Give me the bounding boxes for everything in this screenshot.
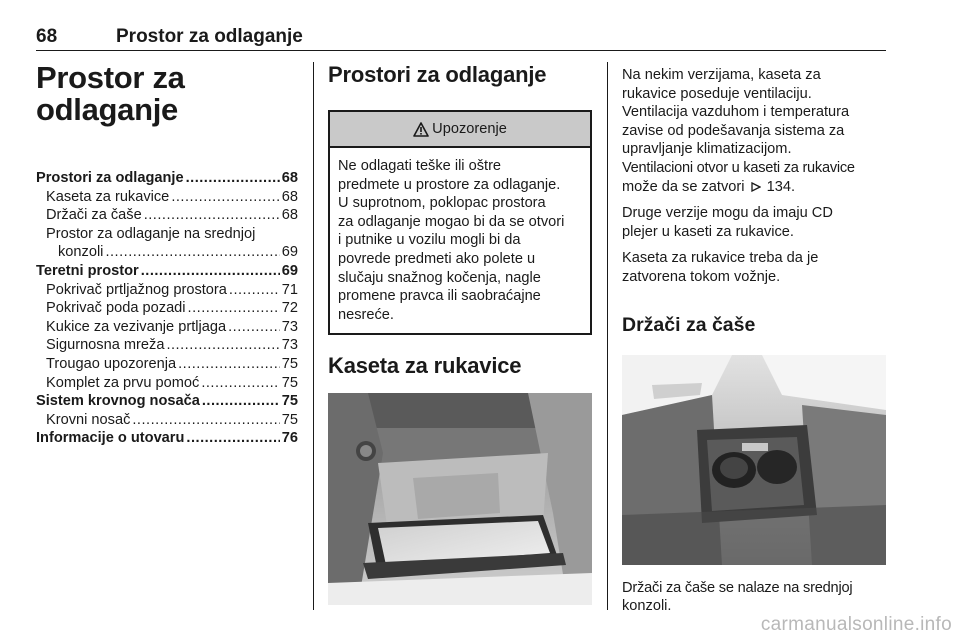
toc-page: 69 <box>281 262 298 279</box>
warning-line: za odlaganje mogao bi da se otvori <box>338 213 565 230</box>
text-line <box>622 178 888 197</box>
toc-leader <box>171 188 279 207</box>
warning-line: promene pravca ili saobraćajne <box>338 288 541 305</box>
text-line: rukavice poseduje ventilaciju. <box>622 85 812 102</box>
toc-leader <box>202 392 280 411</box>
toc-page: 75 <box>281 411 298 428</box>
warning-line: predmete u prostore za odlaganje. <box>338 176 561 193</box>
text-line: Kaseta za rukavice treba da je <box>622 250 819 267</box>
text-line: upravljanje klimatizacijom. <box>622 141 792 158</box>
toc-entry-continuation[interactable] <box>36 243 298 262</box>
toc-page: 69 <box>281 244 298 261</box>
toc-entry[interactable] <box>36 318 298 337</box>
cupholders-heading: Držači za čaše <box>622 313 756 336</box>
toc-entry[interactable] <box>36 429 298 448</box>
cupholders-photo <box>622 355 886 565</box>
toc-page: 75 <box>281 393 298 410</box>
toc-label: Kukice za vezivanje prtljaga <box>46 318 227 335</box>
text-line: Držači za čaše se nalaze na srednjoj <box>622 579 853 596</box>
toc-page: 72 <box>281 300 298 317</box>
toc-entry[interactable] <box>36 411 298 430</box>
text-line: Ventilacioni otvor u kaseti za rukavice <box>622 159 855 176</box>
column-divider <box>313 62 314 610</box>
toc-leader <box>132 411 279 430</box>
toc-entry[interactable] <box>36 355 298 374</box>
toc-label: Trougao upozorenja <box>46 355 177 372</box>
cupholders-illustration <box>622 355 886 565</box>
toc-leader <box>186 429 279 448</box>
toc-leader <box>105 243 279 262</box>
toc-entry[interactable] <box>36 336 298 355</box>
text-line: zatvorena tokom vožnje. <box>622 268 781 285</box>
text-line: plejer u kaseti za rukavice. <box>622 223 794 240</box>
page-reference-icon <box>751 182 761 192</box>
toc-entry[interactable] <box>36 392 298 411</box>
toc-page: 73 <box>281 337 298 354</box>
toc-page: 71 <box>281 281 298 298</box>
glovebox-heading: Kaseta za rukavice <box>328 353 522 379</box>
text-line: konzoli. <box>622 598 672 615</box>
toc-leader <box>188 299 280 318</box>
details-column <box>622 66 888 616</box>
text-line: Ventilacija vazduhom i temperatura <box>622 104 850 121</box>
toc-label: Pokrivač prtljažnog prostora <box>46 281 227 298</box>
warning-line: Ne odlagati teške ili oštre <box>338 158 502 174</box>
warning-header <box>330 112 590 148</box>
toc-page: 68 <box>281 188 298 205</box>
warning-box <box>328 110 592 335</box>
toc-entry[interactable] <box>36 374 298 393</box>
warning-line: nesreće. <box>338 306 394 323</box>
toc-leader <box>228 318 280 337</box>
toc-entry-line[interactable] <box>36 225 298 244</box>
toc-leader <box>141 262 280 281</box>
toc-entry[interactable] <box>36 206 298 225</box>
toc-leader <box>144 206 280 225</box>
page-reference-link[interactable]: 134. <box>766 178 796 195</box>
chapter-title <box>36 62 298 126</box>
warning-text <box>330 148 590 333</box>
header-rule <box>36 50 886 51</box>
watermark: carmanualsonline.info <box>760 614 952 635</box>
text-line: Druge verzije mogu da imaju CD <box>622 205 833 222</box>
running-title: Prostor za odlaganje <box>116 26 303 47</box>
toc-label: Komplet za prvu pomoć <box>46 374 200 391</box>
toc-page: 73 <box>281 318 298 335</box>
toc-label: Držači za čaše <box>46 207 142 224</box>
warning-line: slučaju snažnog kočenja, nagle <box>338 269 541 286</box>
table-of-contents <box>36 169 298 448</box>
chapter-column <box>36 62 298 448</box>
warning-heading: Upozorenje <box>432 121 507 137</box>
toc-leader <box>166 336 279 355</box>
toc-leader <box>229 281 280 300</box>
chapter-title-line2: odlaganje <box>36 92 178 127</box>
warning-line: i putnike u vozilu mogli bi da <box>338 232 521 249</box>
toc-leader <box>186 169 280 188</box>
toc-page: 75 <box>281 374 298 391</box>
cupholders-paragraph <box>622 579 888 616</box>
toc-entry[interactable] <box>36 188 298 207</box>
warning-line: U suprotnom, poklopac prostora <box>338 195 546 212</box>
toc-label: Pokrivač poda pozadi <box>46 300 186 317</box>
toc-label: Prostor za odlaganje na srednjoj <box>46 225 256 242</box>
toc-label: Sigurnosna mreža <box>46 337 165 354</box>
toc-label: Krovni nosač <box>46 411 131 428</box>
toc-page: 68 <box>281 207 298 224</box>
text-line: Na nekim verzijama, kaseta za <box>622 67 821 83</box>
toc-label: konzoli <box>58 244 104 261</box>
toc-leader <box>178 355 280 374</box>
toc-entry[interactable] <box>36 169 298 188</box>
toc-label: Teretni prostor <box>36 262 139 279</box>
toc-entry[interactable] <box>36 299 298 318</box>
section-title: Prostori za odlaganje <box>328 62 547 87</box>
warning-triangle-icon <box>413 122 429 137</box>
page-header <box>36 26 886 52</box>
storage-column <box>328 62 592 605</box>
page-number: 68 <box>36 26 58 47</box>
toc-page: 76 <box>281 430 298 447</box>
toc-page: 75 <box>281 355 298 372</box>
toc-entry[interactable] <box>36 281 298 300</box>
toc-entry[interactable] <box>36 262 298 281</box>
glovebox-photo <box>328 393 592 605</box>
closed-paragraph <box>622 249 888 286</box>
text-fragment: može da se zatvori <box>622 178 745 195</box>
toc-label: Sistem krovnog nosača <box>36 393 200 410</box>
toc-leader <box>201 374 279 393</box>
toc-page: 68 <box>281 170 298 186</box>
toc-label: Kaseta za rukavice <box>46 188 170 205</box>
cd-player-paragraph <box>622 204 888 241</box>
ventilation-paragraph <box>622 66 888 196</box>
warning-line: povrede predmeti ako polete u <box>338 250 536 267</box>
glovebox-illustration <box>328 393 592 605</box>
toc-label: Informacije o utovaru <box>36 430 185 447</box>
column-divider <box>607 62 608 610</box>
text-line: zavise od podešavanja sistema za <box>622 122 845 139</box>
chapter-title-line1: Prostor za <box>36 60 185 95</box>
toc-label: Prostori za odlaganje <box>36 170 184 186</box>
